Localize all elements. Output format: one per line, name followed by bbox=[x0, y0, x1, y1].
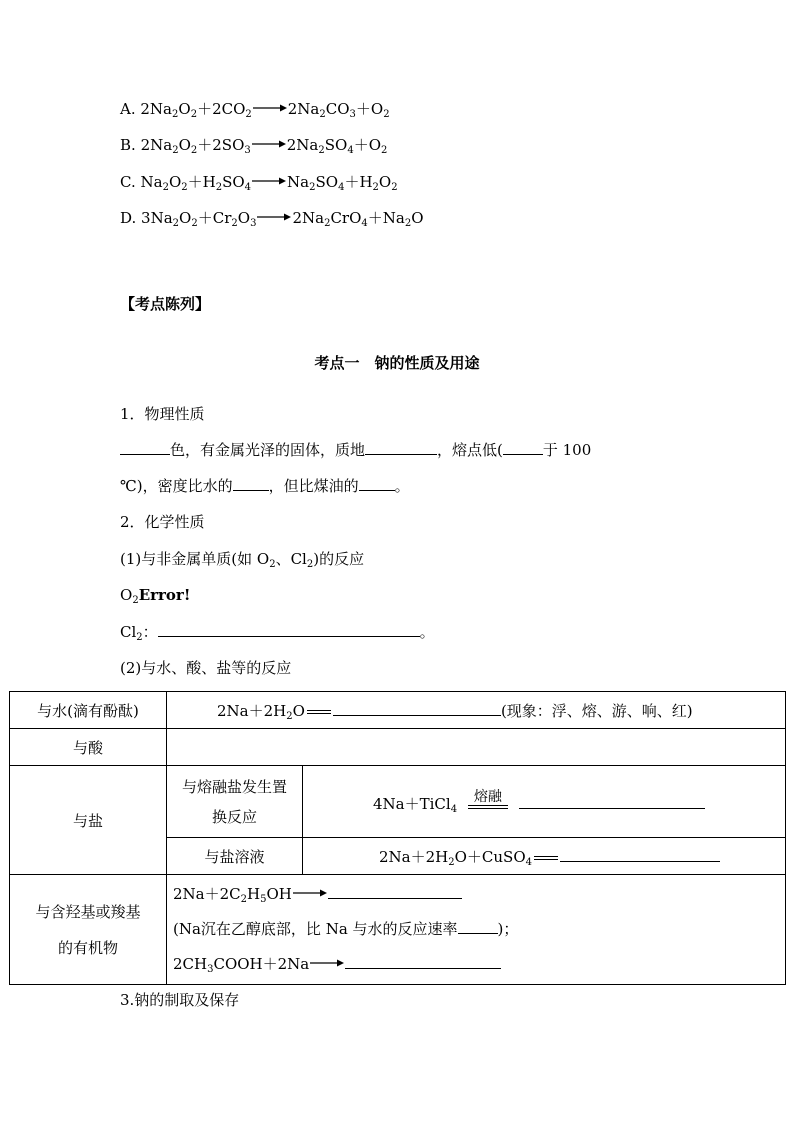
physical-line-1 bbox=[120, 440, 591, 460]
text: ℃)，密度比水的 bbox=[120, 477, 233, 495]
blank[interactable] bbox=[233, 478, 269, 491]
salt-molten-label: 与熔融盐发生置换反应 bbox=[167, 766, 303, 838]
text: 于 100 bbox=[542, 441, 592, 459]
text: )的反应 bbox=[313, 550, 365, 568]
equals-sign bbox=[468, 805, 508, 809]
salt-solution-label: 与盐溶液 bbox=[167, 838, 303, 875]
blank[interactable] bbox=[503, 442, 543, 455]
arrow-icon bbox=[252, 139, 286, 149]
row-label-organic: 与含羟基或羧基的有机物 bbox=[10, 875, 167, 985]
equals-sign bbox=[534, 856, 558, 860]
option-a: A. $2Na_2O_2+2CO_2$ $2Na_2CO_3+O_2$ bbox=[120, 100, 390, 120]
ethanol-equation: $2Na+2C_2H_5OH$ bbox=[173, 877, 779, 912]
option-label: C. bbox=[120, 173, 136, 191]
text: 、 bbox=[275, 550, 291, 568]
chemical-sub-1: (1)与非金属单质(如 $O_2$、$Cl_2$)的反应 bbox=[120, 550, 365, 570]
option-c: C. $Na_2O_2+H_2SO_4$ $Na_2SO_4+H_2O_2$ bbox=[120, 173, 398, 193]
text: (1)与非金属单质(如 bbox=[120, 550, 253, 568]
section-header: 【考点陈列】 bbox=[120, 295, 211, 313]
row-label-salt: 与盐 bbox=[10, 766, 167, 875]
acetic-equation: $2CH_3COOH+2Na$ bbox=[173, 947, 779, 982]
blank[interactable] bbox=[120, 442, 170, 455]
reaction-table bbox=[9, 691, 786, 985]
text: ，但比煤油的 bbox=[268, 477, 359, 495]
text: 。 bbox=[419, 623, 435, 641]
condition-text: 熔融 bbox=[473, 788, 502, 805]
arrow-icon bbox=[253, 103, 287, 113]
arrow-icon bbox=[310, 958, 344, 968]
molten-equation: 4Na＋TiCl$_4$ 熔融 bbox=[303, 766, 786, 838]
text: ，熔点低( bbox=[437, 441, 503, 459]
blank[interactable] bbox=[359, 478, 395, 491]
blank[interactable] bbox=[345, 956, 501, 969]
water-equation: $2Na+2H_2O$ (现象：浮、熔、游、响、红) bbox=[167, 692, 786, 729]
organic-cell bbox=[167, 875, 786, 985]
table-row bbox=[10, 692, 786, 729]
text: 色，有金属光泽的固体，质地 bbox=[170, 441, 366, 459]
physical-heading: 1．物理性质 bbox=[120, 405, 205, 423]
acid-cell bbox=[167, 729, 786, 766]
text: )； bbox=[497, 920, 519, 938]
arrow-icon bbox=[252, 176, 286, 186]
option-label: D. bbox=[120, 209, 137, 227]
cl2-line: $Cl_2$： 。 bbox=[120, 623, 435, 643]
text: ： bbox=[142, 623, 158, 641]
table-row bbox=[10, 875, 786, 985]
text: 。 bbox=[394, 477, 410, 495]
o2-line: $O_2Error$! bbox=[120, 586, 191, 606]
reaction-condition bbox=[468, 790, 508, 814]
arrow-icon bbox=[257, 212, 291, 222]
blank[interactable] bbox=[560, 849, 720, 862]
table-row bbox=[10, 729, 786, 766]
blank[interactable] bbox=[333, 703, 501, 716]
section-3-heading: 3.钠的制取及保存 bbox=[120, 991, 240, 1009]
text: (现象：浮、熔、游、响、红) bbox=[500, 701, 693, 720]
blank[interactable] bbox=[365, 442, 437, 455]
blank[interactable] bbox=[519, 796, 705, 809]
option-b: B. $2Na_2O_2+2SO_3$ $2Na_2SO_4+O_2$ bbox=[120, 136, 388, 156]
physical-line-2 bbox=[120, 476, 410, 496]
row-label-water: 与水(滴有酚酞) bbox=[10, 692, 167, 729]
solution-equation: $2Na+2H_2O+CuSO_4$ bbox=[303, 838, 786, 875]
error-text: Error! bbox=[138, 586, 191, 604]
blank[interactable] bbox=[458, 921, 498, 934]
topic-title: 考点一 钠的性质及用途 bbox=[314, 354, 480, 372]
organic-note bbox=[173, 912, 779, 947]
table-row bbox=[10, 766, 786, 838]
option-label: A. bbox=[120, 100, 136, 118]
text: (Na沉在乙醇底部，比 Na 与水的反应速率 bbox=[173, 920, 458, 938]
row-label-acid: 与酸 bbox=[10, 729, 167, 766]
blank[interactable] bbox=[158, 624, 420, 637]
arrow-icon bbox=[293, 888, 327, 898]
chemical-sub-2: (2)与水、酸、盐等的反应 bbox=[120, 659, 292, 677]
chemical-heading: 2．化学性质 bbox=[120, 513, 205, 531]
option-d: D. $3Na_2O_2+Cr_2O_3$ $2Na_2CrO_4+Na_2O$ bbox=[120, 209, 424, 229]
option-label: B. bbox=[120, 136, 136, 154]
blank[interactable] bbox=[328, 886, 462, 899]
equals-sign bbox=[307, 710, 331, 714]
